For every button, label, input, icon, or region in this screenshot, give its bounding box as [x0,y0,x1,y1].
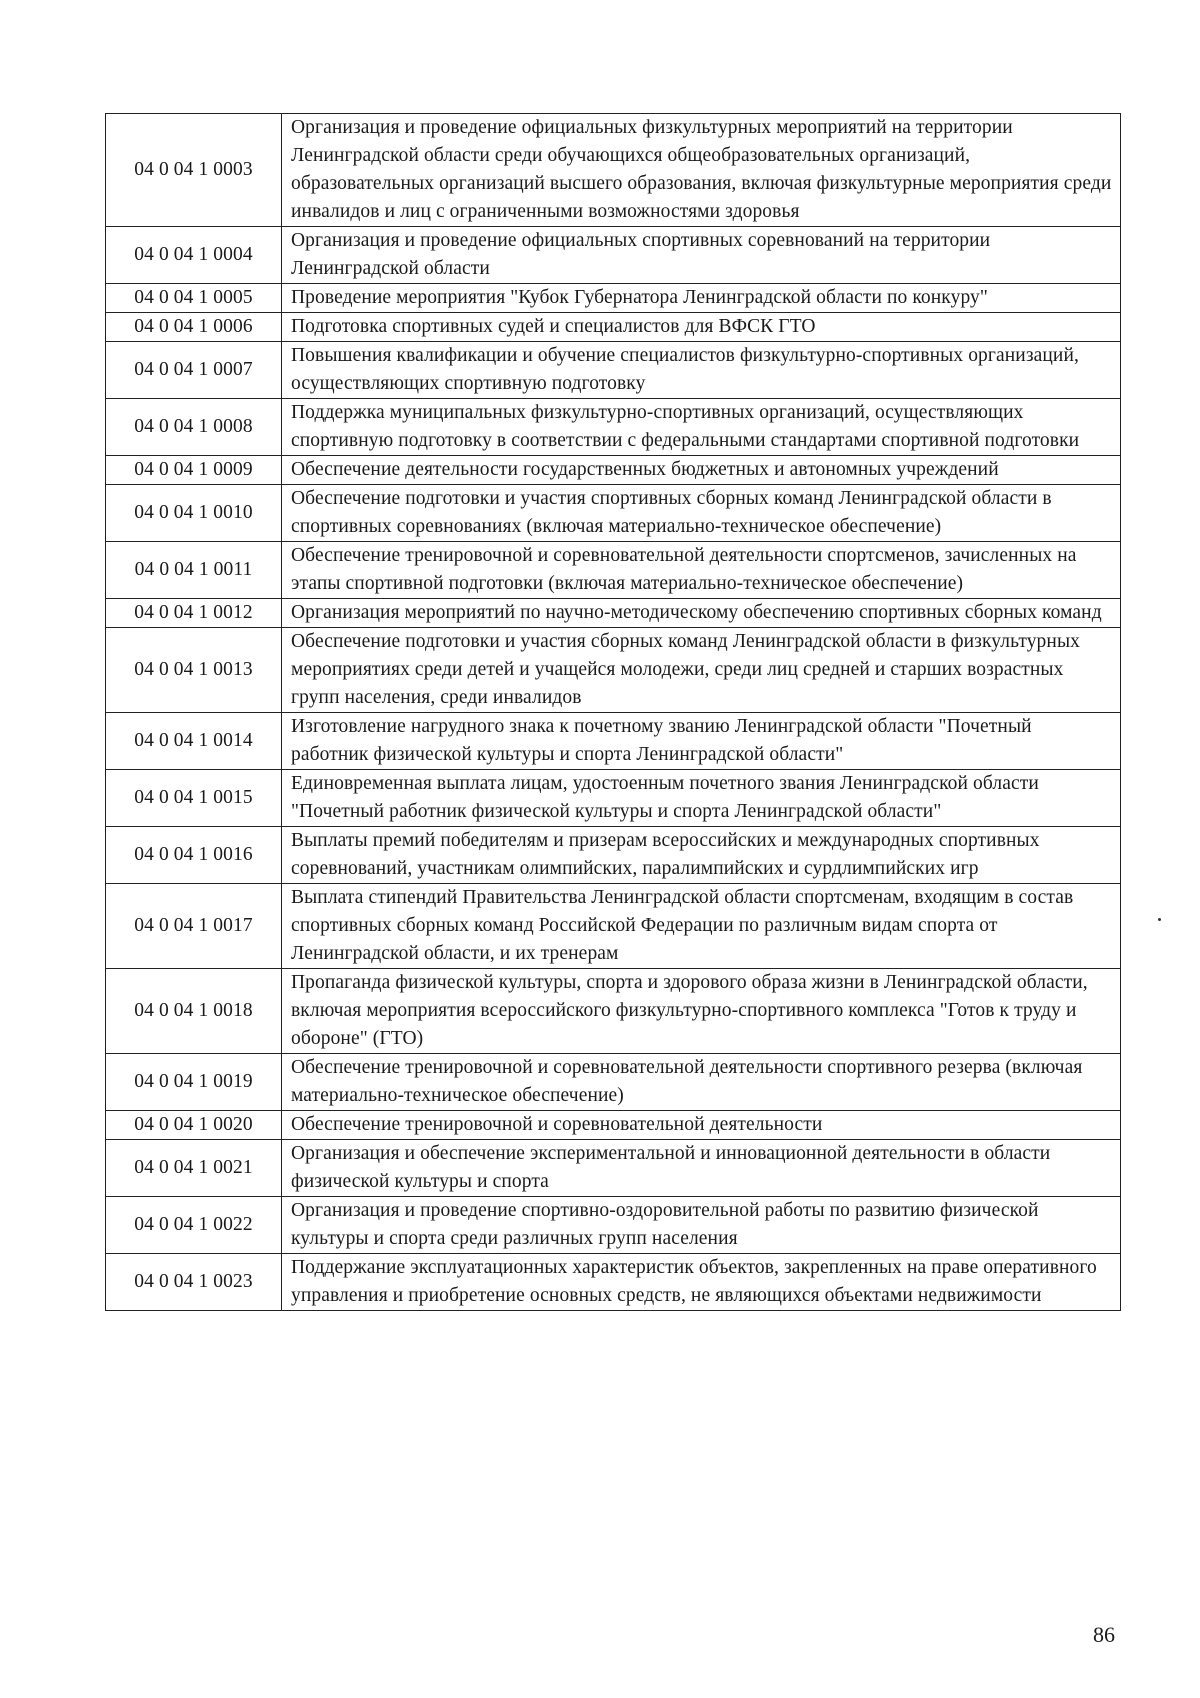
table-row [106,342,1121,399]
table-row [106,770,1121,827]
row-code: 04 0 04 1 0022 [106,1197,282,1254]
table-row [106,1197,1121,1254]
row-description: Проведение мероприятия "Кубок Губернатора Ленинградской области по конкуру" [282,284,1121,313]
row-description: Подготовка спортивных судей и специалистов для ВФСК ГТО [282,313,1121,342]
table-row [106,284,1121,313]
row-description: Обеспечение тренировочной и соревновательной деятельности [282,1111,1121,1140]
table-row [106,399,1121,456]
row-code: 04 0 04 1 0021 [106,1140,282,1197]
row-description: Организация и проведение официальных физкультурных мероприятий на территории Ленинградской области среди обучающихся общеобразовательных организаций, образовательных организаций высшего образования, включая физкультурные мероприятия среди инвалидов и лиц с ограниченными возможностями здоровья [282,114,1121,227]
row-description: Поддержание эксплуатационных характеристик объектов, закрепленных на праве оперативного управления и приобретение основных средств, не являющихся объектами недвижимости [282,1254,1121,1311]
table-row [106,456,1121,485]
row-code: 04 0 04 1 0020 [106,1111,282,1140]
scan-speck [1158,918,1161,921]
table-row [106,713,1121,770]
row-description: Организация и проведение спортивно-оздоровительной работы по развитию физической культуры и спорта среди различных групп населения [282,1197,1121,1254]
row-code: 04 0 04 1 0005 [106,284,282,313]
row-code: 04 0 04 1 0007 [106,342,282,399]
table-row [106,114,1121,227]
row-description: Выплаты премий победителям и призерам всероссийских и международных спортивных соревнований, участникам олимпийских, паралимпийских и сурдлимпийских игр [282,827,1121,884]
budget-codes-table [105,113,1121,1311]
row-description: Единовременная выплата лицам, удостоенным почетного звания Ленинградской области "Почетный работник физической культуры и спорта Ленинградской области" [282,770,1121,827]
table-row [106,227,1121,284]
row-code: 04 0 04 1 0003 [106,114,282,227]
table-row [106,969,1121,1054]
row-code: 04 0 04 1 0006 [106,313,282,342]
row-code: 04 0 04 1 0012 [106,599,282,628]
row-code: 04 0 04 1 0019 [106,1054,282,1111]
table-row [106,827,1121,884]
table-row [106,1140,1121,1197]
row-code: 04 0 04 1 0011 [106,542,282,599]
table-row [106,313,1121,342]
row-description: Обеспечение тренировочной и соревновательной деятельности спортсменов, зачисленных на этапы спортивной подготовки (включая материально-техническое обеспечение) [282,542,1121,599]
row-description: Обеспечение подготовки и участия сборных команд Ленинградской области в физкультурных мероприятиях среди детей и учащейся молодежи, среди лиц средней и старших возрастных групп населения, среди инвалидов [282,628,1121,713]
row-description: Организация и проведение официальных спортивных соревнований на территории Ленинградской области [282,227,1121,284]
row-description: Поддержка муниципальных физкультурно-спортивных организаций, осуществляющих спортивную подготовку в соответствии с федеральными стандартами спортивной подготовки [282,399,1121,456]
row-description: Организация мероприятий по научно-методическому обеспечению спортивных сборных команд [282,599,1121,628]
row-description: Повышения квалификации и обучение специалистов физкультурно-спортивных организаций, осуществляющих спортивную подготовку [282,342,1121,399]
row-code: 04 0 04 1 0009 [106,456,282,485]
row-code: 04 0 04 1 0016 [106,827,282,884]
row-code: 04 0 04 1 0008 [106,399,282,456]
table-row [106,884,1121,969]
table-row [106,628,1121,713]
row-description: Обеспечение подготовки и участия спортивных сборных команд Ленинградской области в спортивных соревнованиях (включая материально-техническое обеспечение) [282,485,1121,542]
row-code: 04 0 04 1 0023 [106,1254,282,1311]
table-row [106,1054,1121,1111]
row-code: 04 0 04 1 0018 [106,969,282,1054]
row-code: 04 0 04 1 0004 [106,227,282,284]
row-code: 04 0 04 1 0013 [106,628,282,713]
table-row [106,1111,1121,1140]
row-description: Обеспечение деятельности государственных бюджетных и автономных учреждений [282,456,1121,485]
row-description: Организация и обеспечение экспериментальной и инновационной деятельности в области физической культуры и спорта [282,1140,1121,1197]
table-row [106,599,1121,628]
table-row [106,485,1121,542]
table-row [106,1254,1121,1311]
row-code: 04 0 04 1 0015 [106,770,282,827]
row-description: Выплата стипендий Правительства Ленинградской области спортсменам, входящим в состав спортивных сборных команд Российской Федерации по различным видам спорта от Ленинградской области, и их тренерам [282,884,1121,969]
row-description: Обеспечение тренировочной и соревновательной деятельности спортивного резерва (включая материально-техническое обеспечение) [282,1054,1121,1111]
row-code: 04 0 04 1 0017 [106,884,282,969]
table-row [106,542,1121,599]
row-description: Пропаганда физической культуры, спорта и здорового образа жизни в Ленинградской области, включая мероприятия всероссийского физкультурно-спортивного комплекса "Готов к труду и обороне" (ГТО) [282,969,1121,1054]
row-code: 04 0 04 1 0010 [106,485,282,542]
row-description: Изготовление нагрудного знака к почетному званию Ленинградской области "Почетный работник физической культуры и спорта Ленинградской области" [282,713,1121,770]
row-code: 04 0 04 1 0014 [106,713,282,770]
page-number: 86 [1093,1622,1115,1647]
